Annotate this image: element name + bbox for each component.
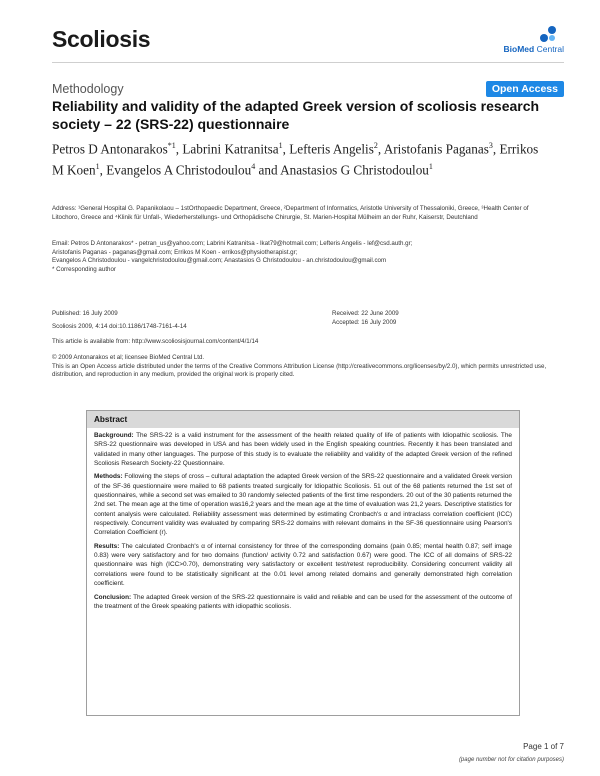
author-list: Petros D Antonarakos$^{*1}$, Labrini Katranitsa$^1$, Lefteris Angelis$^2$, Aristofanis Paganas$^3$, Errikos M Koen$^1$, Evangelos A Christodoulou$^4$ and Anastasios G Christodoulou$^1$ [52,141,539,178]
email-line: Aristofanis Paganas - paganas@gmail.com; Errikos M Koen - errikos@physiotherapist.gr; [52,248,298,256]
affiliations: Address: ¹General Hospital G. Papanikolaou – 1stOrthopaedic Department, Greece, ²Department of Informatics, Aristotle University of Thessaloniki, Greece, ³Health Center of Litochoro, Greece and ⁴Klinik für Unfall-, Wiederherstellungs- und Orthopädische Chirurgie, St. Marien-Hospital Mülheim an der Ruhr, Kaiserstr, Deutchland [52,205,529,221]
page-number: Page 1 of 7 [523,742,564,751]
page-number-note: (page number not for citation purposes) [458,757,564,763]
publication-info [52,310,312,331]
abstract-body [87,428,519,611]
citation: Scoliosis 2009, 4:14 doi:10.1186/1748-7161-4-14 [52,322,187,330]
author-affiliation-marker: 1 [278,141,283,150]
author-name: Errikos M Koen [52,141,539,178]
author-name: Aristofanis Paganas [383,141,489,157]
corresponding-author-note: * Corresponding author [52,265,116,273]
author-name: Labrini Katranitsa [182,141,279,157]
abstract-conclusion: Conclusion: The adapted Greek version of the SRS-22 questionnaire is valid and reliable and can be used for the assessment of the outcome of the treatment of the Greek speaking patients with idiopathic scoliosis. [94,593,512,610]
author-affiliation-marker: 2 [373,141,378,150]
author-name: Evangelos A Christodoulou [106,162,252,178]
received-accepted [332,310,532,327]
received-date: Received: 22 June 2009 [332,310,399,317]
accepted-date: Accepted: 16 July 2009 [332,318,397,326]
email-line: Evangelos A Christodoulou - vangelchristodoulou@gmail.com; Anastasios G Christodoulou - an.christodoulou@gmail.com [52,257,387,265]
copyright-block [52,354,552,380]
article-title: Reliability and validity of the adapted Greek version of scoliosis research society – 22 (SRS-22) questionnaire [52,98,540,132]
license-text: This is an Open Access article distributed under the terms of the Creative Commons Attribution License (http://creativecommons.org/licenses/by/2.0), which permits unrestricted use, distribution, and reproduction in any medium, provided the original work is properly cited. [52,362,547,379]
author-affiliation-marker: 3 [488,141,493,150]
author-name: Lefteris Angelis [289,141,374,157]
abstract-methods: Methods: Following the steps of cross – cultural adaptation the adapted Greek version of the SRS-22 questionnaire and a validated Greek version of the SF-36 questionnaire were mailed to 68 patients treated surgically for Idiopathic Scoliosis. 51 out of the 68 patients returned the 1st set of questionnaires, while a second set was emailed to 30 randomly selected patients of the first time responders. 20 out of the 30 patients returned the 2nd set. The mean age at the time of operation was16,2 years and the mean age at the time of evaluation was 21,2 years. Descriptive statistics for content analysis were calculated. Reliability assessment was determined by estimating Cronbach's α and intraclass correlation coefficient (ICC) respectively. Concurrent validity was evaluated by comparing SRS-22 domains with relevant domains in the SF-36 questionnaire using Pearson's Correlation Coefficient (r). [94,473,512,537]
author-affiliation-marker: 1 [95,161,100,171]
open-access-badge: Open Access [486,81,564,97]
author-affiliation-marker: 1 [428,161,433,171]
published-date: Published: 16 July 2009 [52,310,118,317]
author-name: Anastasios G Christodoulou [280,162,429,178]
email-line: Email: Petros D Antonarakos* - petran_us@yahoo.com; Labrini Katranitsa - lkat79@hotmail.com; Lefteris Angelis - lef@csd.auth.gr; [52,240,413,247]
copyright: © 2009 Antonarakos et al; licensee BioMed Central Ltd. [52,354,205,361]
journal-title: Scoliosis [52,26,151,52]
publisher-name: BioMed Central [503,44,564,54]
author-name: Petros D Antonarakos [52,141,168,157]
biomed-central-logo [502,24,564,58]
email-list [52,240,552,274]
article-type: Methodology [52,82,124,96]
author-affiliation-marker: *1 [167,141,176,150]
availability-link[interactable]: This article is available from: http://www.scoliosisjournal.com/content/4/1/14 [52,338,259,345]
biomed-logo-icon [538,24,558,44]
abstract-heading: Abstract [87,411,519,428]
abstract-results: Results: The calculated Cronbach's α of internal consistency for three of the corresponding domains (pain 0.85; mental health 0.87; self image 0.83) were very satisfactory and for two domains (function/ activity 0.72 and satisfaction 0.67) were good. The ICC of all domains of SRS-22 questionnaire was high (ICC>0.70), demonstrating very satisfactory or excellent test/retest reproducibility. Considering concurrent validity all correlations were found to be statistically significant at the 0.01 level among related domains and generally demonstrated high correlation coefficient. [94,542,512,588]
abstract-box [86,410,520,716]
header-divider [52,62,564,63]
author-affiliation-marker: 4 [251,161,256,171]
abstract-background: Background: The SRS-22 is a valid instrument for the assessment of the health related quality of life of patients with Idiopathic scoliosis. The SRS-22 questionnaire was developed in USA and has been widely used in the English speaking countries. Recently it has been translated and validated in many other languages. The purpose of this study is to evaluate the reliability and validity of the adapted Greek version of the refined Scoliosis Research Society-22 Questionnaire. [94,432,512,468]
